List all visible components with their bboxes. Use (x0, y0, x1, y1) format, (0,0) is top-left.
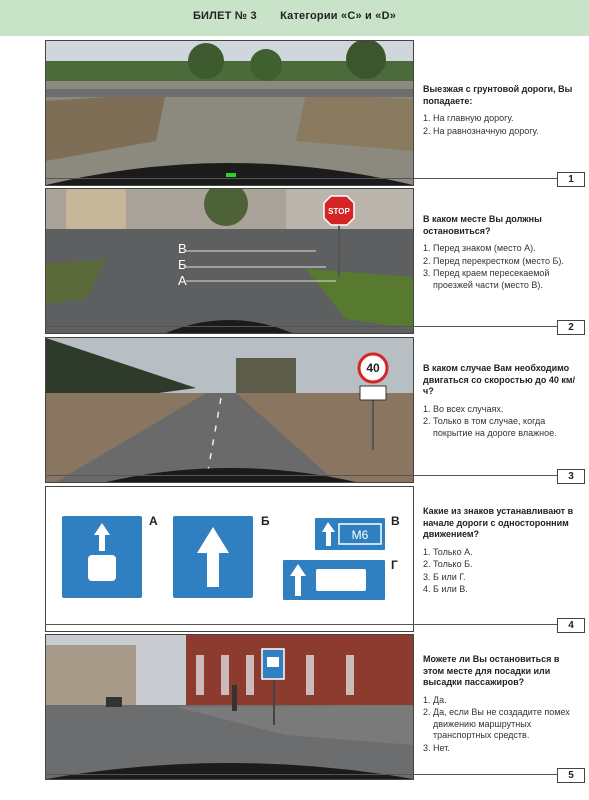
road-scene-1 (46, 41, 413, 185)
question-3-title: В каком случае Вам необходимо двигаться со скоростью до 40 км/ч? (423, 363, 576, 396)
question-4-number: 4 (557, 618, 585, 633)
question-block-2 (45, 188, 585, 336)
question-1-image (45, 40, 414, 186)
road-scene-3 (46, 338, 413, 482)
question-block-5 (45, 634, 585, 784)
answer-item[interactable]: 1. Только А. (423, 546, 473, 557)
question-4-text (423, 506, 583, 597)
question-5-answers (423, 695, 583, 755)
question-block-1 (45, 40, 585, 188)
question-4-signs (45, 486, 414, 632)
question-block-3 (45, 337, 585, 485)
stop-sign-text: STOP (328, 207, 350, 216)
question-4-title: Какие из знаков устанавливают в начале дороги с односторонним движением? (423, 506, 574, 539)
place-label-a: А (178, 273, 187, 288)
road-scene-2 (46, 189, 413, 333)
question-1-text (423, 84, 583, 138)
header-title (0, 10, 589, 22)
sign-label-v: В (391, 514, 400, 528)
answer-item[interactable]: 1. Во всех случаях. (423, 403, 504, 414)
question-2-text (423, 214, 583, 292)
question-2-title: В каком месте Вы должны остановиться? (423, 214, 542, 236)
place-label-b: Б (178, 257, 187, 272)
place-label-v: В (178, 241, 187, 256)
divider (45, 774, 585, 775)
ticket-categories: Категории «C» и «D» (280, 10, 397, 22)
question-2-answers (423, 243, 583, 291)
question-block-4 (45, 486, 585, 634)
answer-item[interactable]: 3. Нет. (423, 742, 450, 753)
divider (45, 475, 585, 476)
answer-item[interactable]: 1. На главную дорогу. (423, 113, 514, 123)
question-3-answers (423, 404, 583, 440)
sign-label-a: А (149, 514, 158, 528)
divider (45, 624, 585, 625)
question-5-image (45, 634, 414, 780)
answer-item[interactable]: 2. На равнозначную дорогу. (423, 125, 539, 136)
question-2-image (45, 188, 414, 334)
answer-item[interactable]: 2. Да, если Вы не создадите помех движению маршрутных транспортных средств. (423, 707, 570, 740)
question-3-text (423, 363, 583, 440)
answer-item[interactable]: 1. Да. (423, 694, 447, 705)
question-4-answers (423, 547, 583, 596)
page-header (0, 0, 589, 36)
question-3-number: 3 (557, 469, 585, 484)
answer-item[interactable]: 3. Б или Г. (423, 571, 466, 582)
sign-v-text: М6 (351, 528, 369, 542)
question-5-number: 5 (557, 768, 585, 783)
answer-item[interactable]: 2. Только в том случае, когда покрытие на дороге влажное. (423, 416, 557, 438)
divider (45, 326, 585, 327)
question-1-number: 1 (557, 172, 585, 187)
ticket-number: БИЛЕТ № 3 (192, 10, 257, 22)
answer-item[interactable]: 2. Только Б. (423, 559, 473, 569)
answer-item[interactable]: 1. Перед знаком (место А). (423, 243, 536, 253)
sign-label-g: Г (391, 558, 398, 572)
speed-sign-text: 40 (366, 361, 380, 375)
question-2-number: 2 (557, 320, 585, 335)
question-5-text (423, 654, 583, 755)
road-scene-5 (46, 635, 413, 779)
question-5-title: Можете ли Вы остановиться в этом месте для посадки или высадки пассажиров? (423, 654, 560, 687)
question-1-answers (423, 113, 583, 137)
signs-panel (46, 487, 413, 631)
sign-label-b: Б (261, 514, 270, 528)
divider (45, 178, 585, 179)
answer-item[interactable]: 3. Перед краем пересекаемой проезжей части (место В). (423, 268, 550, 290)
question-1-title: Выезжая с грунтовой дороги, Вы попадаете: (423, 84, 573, 106)
question-3-image (45, 337, 414, 483)
answer-item[interactable]: 2. Перед перекрестком (место Б). (423, 255, 564, 266)
answer-item[interactable]: 4. Б или В. (423, 584, 468, 594)
